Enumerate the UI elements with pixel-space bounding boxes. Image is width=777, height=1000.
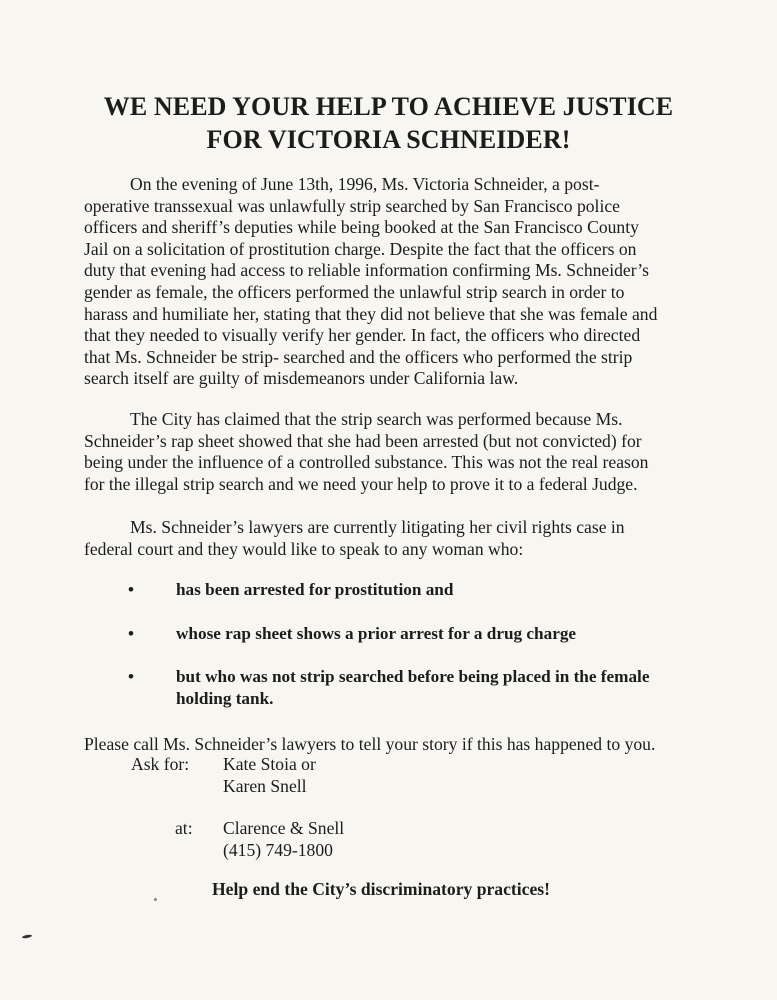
paper-mark xyxy=(22,934,32,939)
criteria-line: holding tank. xyxy=(176,689,274,708)
contact-name-1: Kate Stoia or xyxy=(223,754,316,774)
paragraph-line: search itself are guilty of misdemeanors under California law. xyxy=(84,368,519,389)
paragraph-line: harass and humiliate her, stating that they did not believe that she was female and xyxy=(84,303,658,324)
title-line-2: FOR VICTORIA SCHNEIDER! xyxy=(206,125,571,154)
paragraph-lawyers xyxy=(84,517,680,560)
paragraph-line: gender as female, the officers performed the unlawful strip search in order to xyxy=(84,281,625,302)
contact-name-2: Karen Snell xyxy=(223,776,307,796)
call-instruction: Please call Ms. Schneider’s lawyers to tell your story if this has happened to you. xyxy=(84,734,656,754)
paragraph-line: duty that evening had access to reliable information confirming Ms. Schneider’s xyxy=(84,260,649,281)
law-firm-name: Clarence & Snell xyxy=(223,818,345,838)
paragraph-line: Ms. Schneider’s lawyers are currently litigating her civil rights case in xyxy=(130,517,625,537)
ask-for-label: Ask for: xyxy=(131,754,190,774)
bullet-marker: • xyxy=(128,580,134,599)
paragraph-city-claim xyxy=(84,409,680,495)
title-line-1: WE NEED YOUR HELP TO ACHIEVE JUSTICE xyxy=(103,92,674,121)
criteria-text xyxy=(176,623,696,645)
at-label: at: xyxy=(175,818,193,838)
paragraph-line: operative transsexual was unlawfully strip searched by San Francisco police xyxy=(84,195,620,216)
paragraph-line: The City has claimed that the strip search was performed because Ms. xyxy=(130,409,623,429)
closing-slogan: Help end the City’s discriminatory practices! xyxy=(212,879,550,899)
paragraph-line: federal court and they would like to speak to any woman who: xyxy=(84,538,524,559)
criteria-text xyxy=(176,666,696,710)
page-title xyxy=(0,90,777,156)
paragraph-line: officers and sheriff’s deputies while being booked at the San Francisco County xyxy=(84,217,639,238)
paragraph-line: being under the influence of a controlled substance. This was not the real reason xyxy=(84,452,649,473)
paper-mark xyxy=(154,898,157,901)
paragraph-line: that they needed to visually verify her gender. In fact, the officers who directed xyxy=(84,325,641,346)
paragraph-line: On the evening of June 13th, 1996, Ms. Victoria Schneider, a post- xyxy=(130,174,600,194)
criteria-line: whose rap sheet shows a prior arrest for a drug charge xyxy=(176,624,577,643)
paragraph-line: for the illegal strip search and we need your help to prove it to a federal Judge. xyxy=(84,473,638,494)
phone-number: (415) 749-1800 xyxy=(223,840,333,860)
paragraph-line: Schneider’s rap sheet showed that she had been arrested (but not convicted) for xyxy=(84,430,642,451)
paragraph-incident xyxy=(84,174,680,390)
bullet-marker: • xyxy=(128,624,134,643)
paragraph-line: Jail on a solicitation of prostitution charge. Despite the fact that the officers on xyxy=(84,238,637,259)
bullet-marker: • xyxy=(128,667,134,686)
criteria-line: has been arrested for prostitution and xyxy=(176,580,454,599)
paragraph-line: that Ms. Schneider be strip- searched and the officers who performed the strip xyxy=(84,346,633,367)
criteria-text xyxy=(176,579,696,601)
criteria-line: but who was not strip searched before being placed in the female xyxy=(176,667,650,686)
